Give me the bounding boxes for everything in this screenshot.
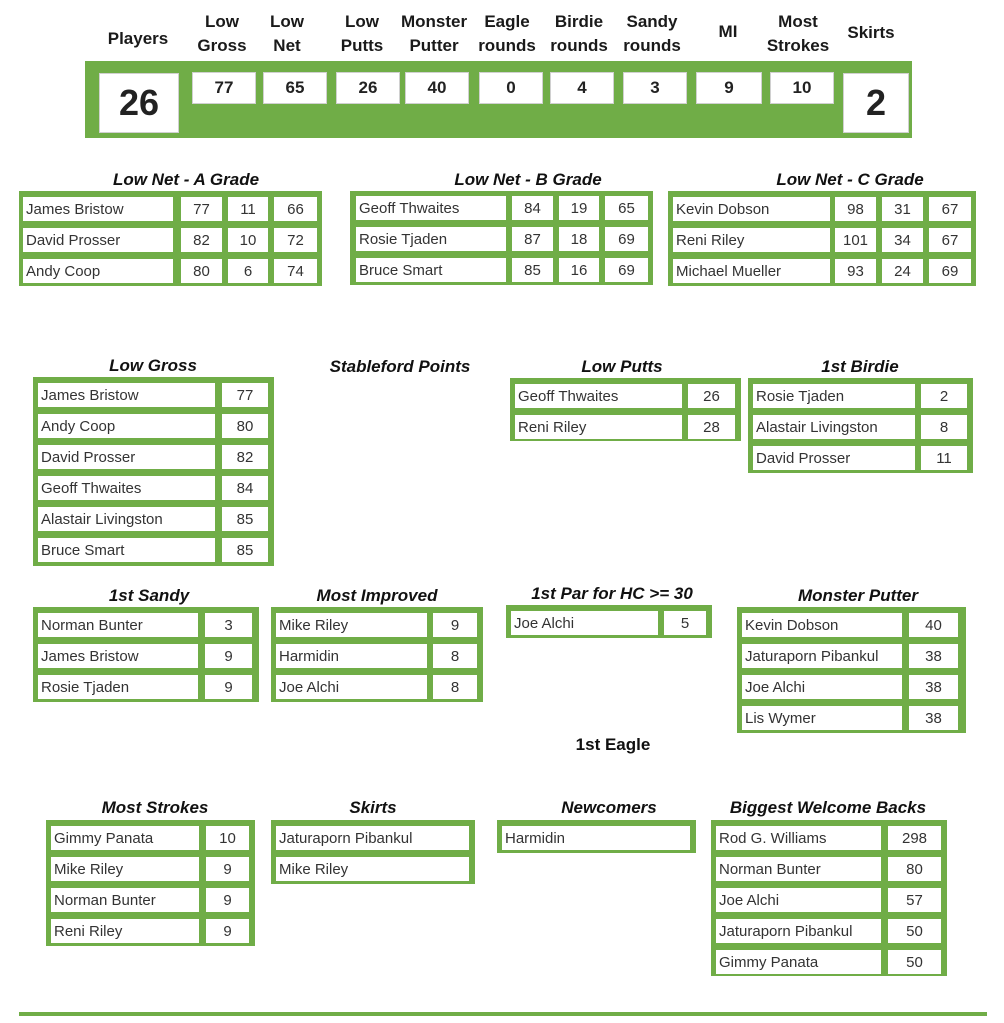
header-line: Players: [107, 29, 169, 48]
player-name: Norman Bunter: [51, 888, 199, 912]
low-net-value: 65: [263, 72, 327, 104]
strokes-value: 9: [206, 919, 249, 943]
player-name: Andy Coop: [23, 259, 173, 283]
player-name: Geoff Thwaites: [38, 476, 215, 500]
net-score: 72: [274, 228, 317, 252]
stableford-title: Stableford Points: [329, 357, 471, 376]
monster-putter-title: Monster Putter: [798, 586, 918, 605]
gross-score: 77: [222, 383, 268, 407]
header-eagle-rounds: [472, 10, 542, 58]
header-players: [98, 27, 178, 51]
eagle-rounds-value: 0: [479, 72, 543, 104]
player-name: James Bristow: [38, 383, 215, 407]
net-score: 69: [605, 227, 648, 251]
player-name: Gimmy Panata: [51, 826, 199, 850]
header-birdie-rounds: [544, 10, 614, 58]
net-score: 65: [605, 196, 648, 220]
low-putts-value: 26: [336, 72, 400, 104]
header-line: Low: [270, 12, 304, 31]
header-most-strokes: [762, 10, 834, 58]
bottom-divider: [19, 1012, 987, 1016]
gross-score: 93: [835, 259, 876, 283]
putts-value: 26: [688, 384, 735, 408]
sandy-hole: 9: [205, 644, 252, 668]
sandy-hole: 9: [205, 675, 252, 699]
low-net-b-title: Low Net - B Grade: [454, 170, 602, 189]
net-score: 69: [605, 258, 648, 282]
header-line: rounds: [478, 36, 536, 55]
gross-score: 77: [181, 197, 222, 221]
mi-value: 9: [696, 72, 762, 104]
header-line: Monster: [400, 12, 468, 31]
player-name: Joe Alchi: [511, 611, 658, 635]
low-gross-title: Low Gross: [109, 356, 197, 375]
player-name: Mike Riley: [51, 857, 199, 881]
player-name: Jaturaporn Pibankul: [716, 919, 881, 943]
net-score: 67: [929, 228, 971, 252]
player-name: Andy Coop: [38, 414, 215, 438]
player-name: Gimmy Panata: [716, 950, 881, 974]
welcome-back-value: 80: [888, 857, 941, 881]
player-name: Rod G. Williams: [716, 826, 881, 850]
gross-score: 84: [222, 476, 268, 500]
header-line: Net: [273, 36, 301, 55]
player-name: Jaturaporn Pibankul: [742, 644, 902, 668]
header-low-net: [255, 10, 319, 58]
birdie-rounds-value: 4: [550, 72, 614, 104]
header-line: Birdie: [554, 12, 604, 31]
handicap: 10: [228, 228, 268, 252]
improvement-value: 9: [433, 613, 477, 637]
player-name: Rosie Tjaden: [753, 384, 915, 408]
sandy-rounds-value: 3: [623, 72, 687, 104]
first-eagle-title: 1st Eagle: [575, 735, 651, 754]
strokes-value: 10: [206, 826, 249, 850]
player-name: Kevin Dobson: [742, 613, 902, 637]
player-name: Reni Riley: [515, 415, 682, 439]
low-putts-title: Low Putts: [581, 357, 663, 376]
gross-score: 85: [222, 538, 268, 562]
header-monster-putter: [392, 10, 476, 58]
improvement-value: 8: [433, 644, 477, 668]
header-skirts: [836, 21, 906, 45]
gross-score: 80: [222, 414, 268, 438]
gross-score: 82: [181, 228, 222, 252]
player-name: David Prosser: [23, 228, 173, 252]
strokes-value: 9: [206, 857, 249, 881]
first-par-title: 1st Par for HC >= 30: [531, 584, 693, 603]
player-name: Reni Riley: [673, 228, 830, 252]
gross-score: 101: [835, 228, 876, 252]
gross-score: 80: [181, 259, 222, 283]
header-low-putts: [330, 10, 394, 58]
header-line: Eagle: [484, 12, 530, 31]
player-name: Kevin Dobson: [673, 197, 830, 221]
player-name: Geoff Thwaites: [515, 384, 682, 408]
header-line: MI: [718, 22, 738, 41]
player-name: Norman Bunter: [38, 613, 198, 637]
gross-score: 98: [835, 197, 876, 221]
welcome-back-value: 298: [888, 826, 941, 850]
welcome-back-value: 50: [888, 919, 941, 943]
net-score: 69: [929, 259, 971, 283]
header-line: Putts: [340, 36, 384, 55]
handicap: 18: [559, 227, 599, 251]
strokes-value: 9: [206, 888, 249, 912]
first-sandy-title: 1st Sandy: [108, 586, 190, 605]
first-birdie-title: 1st Birdie: [821, 357, 899, 376]
putts-value: 40: [909, 613, 958, 637]
player-name: Michael Mueller: [673, 259, 830, 283]
player-name: Rosie Tjaden: [356, 227, 506, 251]
sandy-hole: 3: [205, 613, 252, 637]
player-name: David Prosser: [753, 446, 915, 470]
birdie-hole: 11: [921, 446, 967, 470]
player-name: Reni Riley: [51, 919, 199, 943]
skirts-title: Skirts: [349, 798, 397, 817]
most-improved-title: Most Improved: [316, 586, 438, 605]
gross-score: 84: [512, 196, 553, 220]
player-name: Alastair Livingston: [753, 415, 915, 439]
handicap: 16: [559, 258, 599, 282]
handicap: 6: [228, 259, 268, 283]
birdie-hole: 2: [921, 384, 967, 408]
header-line: rounds: [550, 36, 608, 55]
low-net-c-title: Low Net - C Grade: [776, 170, 924, 189]
player-name: Alastair Livingston: [38, 507, 215, 531]
net-score: 74: [274, 259, 317, 283]
putts-value: 38: [909, 706, 958, 730]
player-name: Jaturaporn Pibankul: [276, 826, 469, 850]
player-name: Rosie Tjaden: [38, 675, 198, 699]
handicap: 34: [882, 228, 923, 252]
player-name: David Prosser: [38, 445, 215, 469]
welcome-back-value: 57: [888, 888, 941, 912]
welcome-back-value: 50: [888, 950, 941, 974]
player-name: Joe Alchi: [716, 888, 881, 912]
player-name: Bruce Smart: [38, 538, 215, 562]
improvement-value: 8: [433, 675, 477, 699]
handicap: 11: [228, 197, 268, 221]
newcomers-title: Newcomers: [561, 798, 657, 817]
skirts-count: 2: [843, 73, 909, 133]
header-line: Putter: [409, 36, 459, 55]
header-low-gross: [186, 10, 258, 58]
player-name: Harmidin: [502, 826, 690, 850]
gross-score: 85: [512, 258, 553, 282]
putts-value: 28: [688, 415, 735, 439]
low-net-a-title: Low Net - A Grade: [112, 170, 260, 189]
player-name: Mike Riley: [276, 613, 427, 637]
gross-score: 87: [512, 227, 553, 251]
monster-putter-value: 40: [405, 72, 469, 104]
header-line: Most: [778, 12, 818, 31]
players-count: 26: [99, 73, 179, 133]
gross-score: 82: [222, 445, 268, 469]
birdie-hole: 8: [921, 415, 967, 439]
welcome-backs-title: Biggest Welcome Backs: [729, 798, 927, 817]
net-score: 66: [274, 197, 317, 221]
header-line: Low: [345, 12, 379, 31]
putts-value: 38: [909, 644, 958, 668]
player-name: James Bristow: [38, 644, 198, 668]
player-name: Bruce Smart: [356, 258, 506, 282]
player-name: Norman Bunter: [716, 857, 881, 881]
gross-score: 85: [222, 507, 268, 531]
header-sandy-rounds: [616, 10, 688, 58]
player-name: Lis Wymer: [742, 706, 902, 730]
header-line: Skirts: [847, 23, 895, 42]
low-gross-value: 77: [192, 72, 256, 104]
player-name: Geoff Thwaites: [356, 196, 506, 220]
header-mi: [696, 20, 760, 44]
header-line: Low: [205, 12, 239, 31]
par-hole: 5: [664, 611, 706, 635]
player-name: Joe Alchi: [276, 675, 427, 699]
player-name: Joe Alchi: [742, 675, 902, 699]
header-line: Gross: [197, 36, 247, 55]
header-line: Sandy: [626, 12, 678, 31]
header-line: Strokes: [766, 36, 830, 55]
player-name: James Bristow: [23, 197, 173, 221]
putts-value: 38: [909, 675, 958, 699]
header-line: rounds: [623, 36, 681, 55]
handicap: 24: [882, 259, 923, 283]
most-strokes-value: 10: [770, 72, 834, 104]
net-score: 67: [929, 197, 971, 221]
player-name: Harmidin: [276, 644, 427, 668]
handicap: 31: [882, 197, 923, 221]
player-name: Mike Riley: [276, 857, 469, 881]
handicap: 19: [559, 196, 599, 220]
most-strokes-title: Most Strokes: [101, 798, 209, 817]
